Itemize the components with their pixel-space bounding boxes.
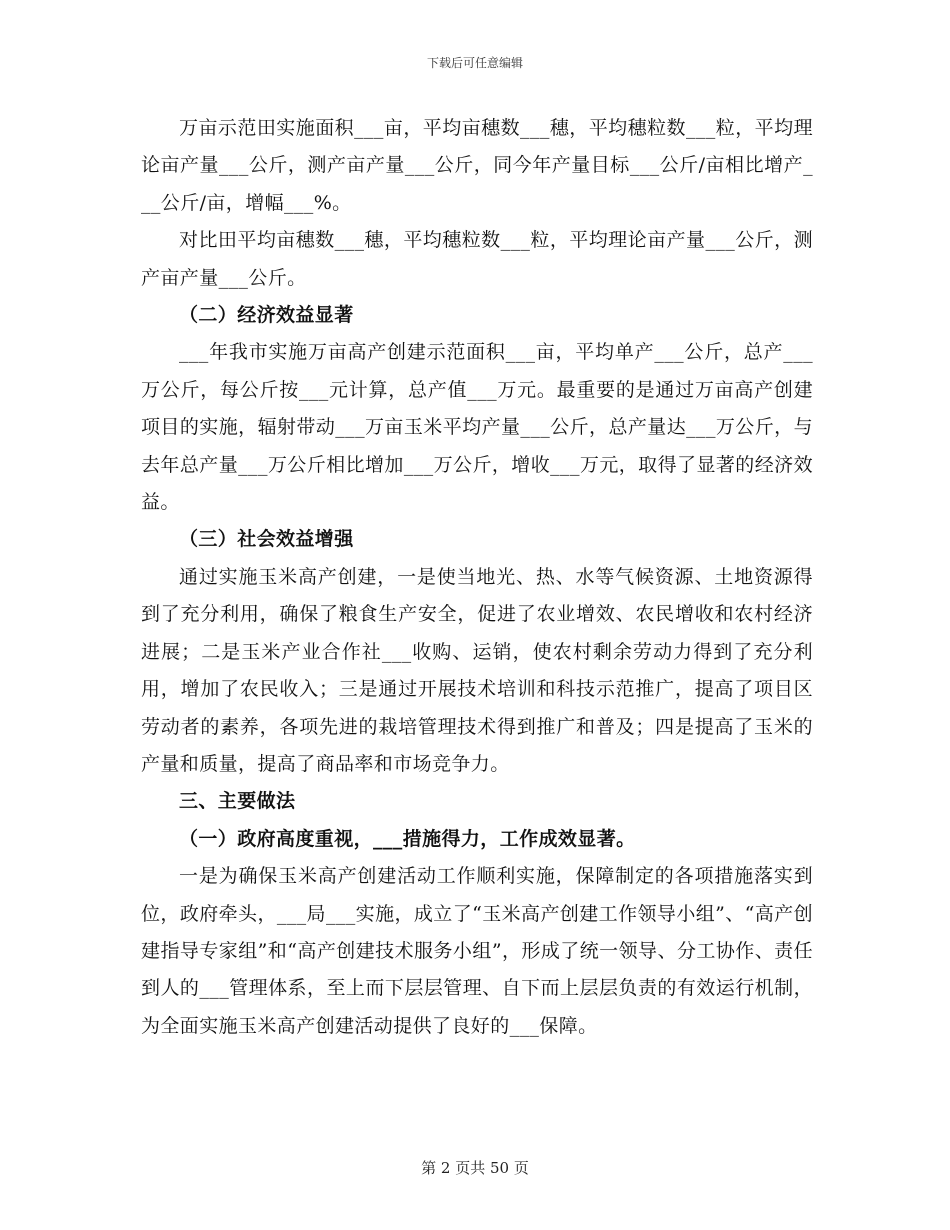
paragraph-demo-field-results: 万亩示范田实施面积___亩，平均亩穗数___穗，平均穗粒数___粒，平均理论亩产量___公斤，测产亩产量___公斤，同今年产量目标___公斤/亩相比增产___公斤/亩，增幅___%。 <box>141 117 813 214</box>
paragraph-government-support: 一是为确保玉米高产创建活动工作顺利实施，保障制定的各项措施落实到位，政府牵头，___局___实施，成立了“玉米高产创建工作领导小组”、“高产创建指导专家组”和“高产创建技术服务小组”，形成了统一领导、分工协作、责任到人的___管理体系，至上而下层层管理、自下而上层层负责的有效运行机制，为全面实施玉米高产创建活动提供了良好的___保障。 <box>141 865 813 1037</box>
section-heading-main-practices: 三、主要做法 <box>179 790 296 813</box>
paragraph-control-field-results: 对比田平均亩穗数___穗，平均穗粒数___粒，平均理论亩产量___公斤，测产亩产量___公斤。 <box>141 229 813 289</box>
document-body <box>141 110 813 1045</box>
paragraph-social-benefit: 通过实施玉米高产创建，一是使当地光、热、水等气候资源、土地资源得到了充分利用，确保了粮食生产安全，促进了农业增效、农民增收和农村经济进展；二是玉米产业合作社___收购、运销，使农村剩余劳动力得到了充分利用，增加了农民收入；三是通过开展技术培训和科技示范推广，提高了项目区劳动者的素养，各项先进的栽培管理技术得到推广和普及；四是提高了玉米的产量和质量，提高了商品率和市场竞争力。 <box>141 565 813 775</box>
paragraph-economic-benefit: ___年我市实施万亩高产创建示范面积___亩，平均单产___公斤，总产___万公斤，每公斤按___元计算，总产值___万元。最重要的是通过万亩高产创建项目的实施，辐射带动___万亩玉米平均产量___公斤，总产量达___万公斤，与去年总产量___万公斤相比增加___万公斤，增收___万元，取得了显著的经济效益。 <box>141 341 813 514</box>
section-heading-social-benefit: （三）社会效益增强 <box>179 528 354 551</box>
page-footer: 第 2 页共 50 页 <box>421 1159 529 1177</box>
section-heading-economic-benefit: （二）经济效益显著 <box>179 304 354 327</box>
page-header: 下载后可任意编辑 <box>426 56 523 70</box>
subsection-heading-government-support: （一）政府高度重视，___措施得力，工作成效显著。 <box>179 827 636 850</box>
